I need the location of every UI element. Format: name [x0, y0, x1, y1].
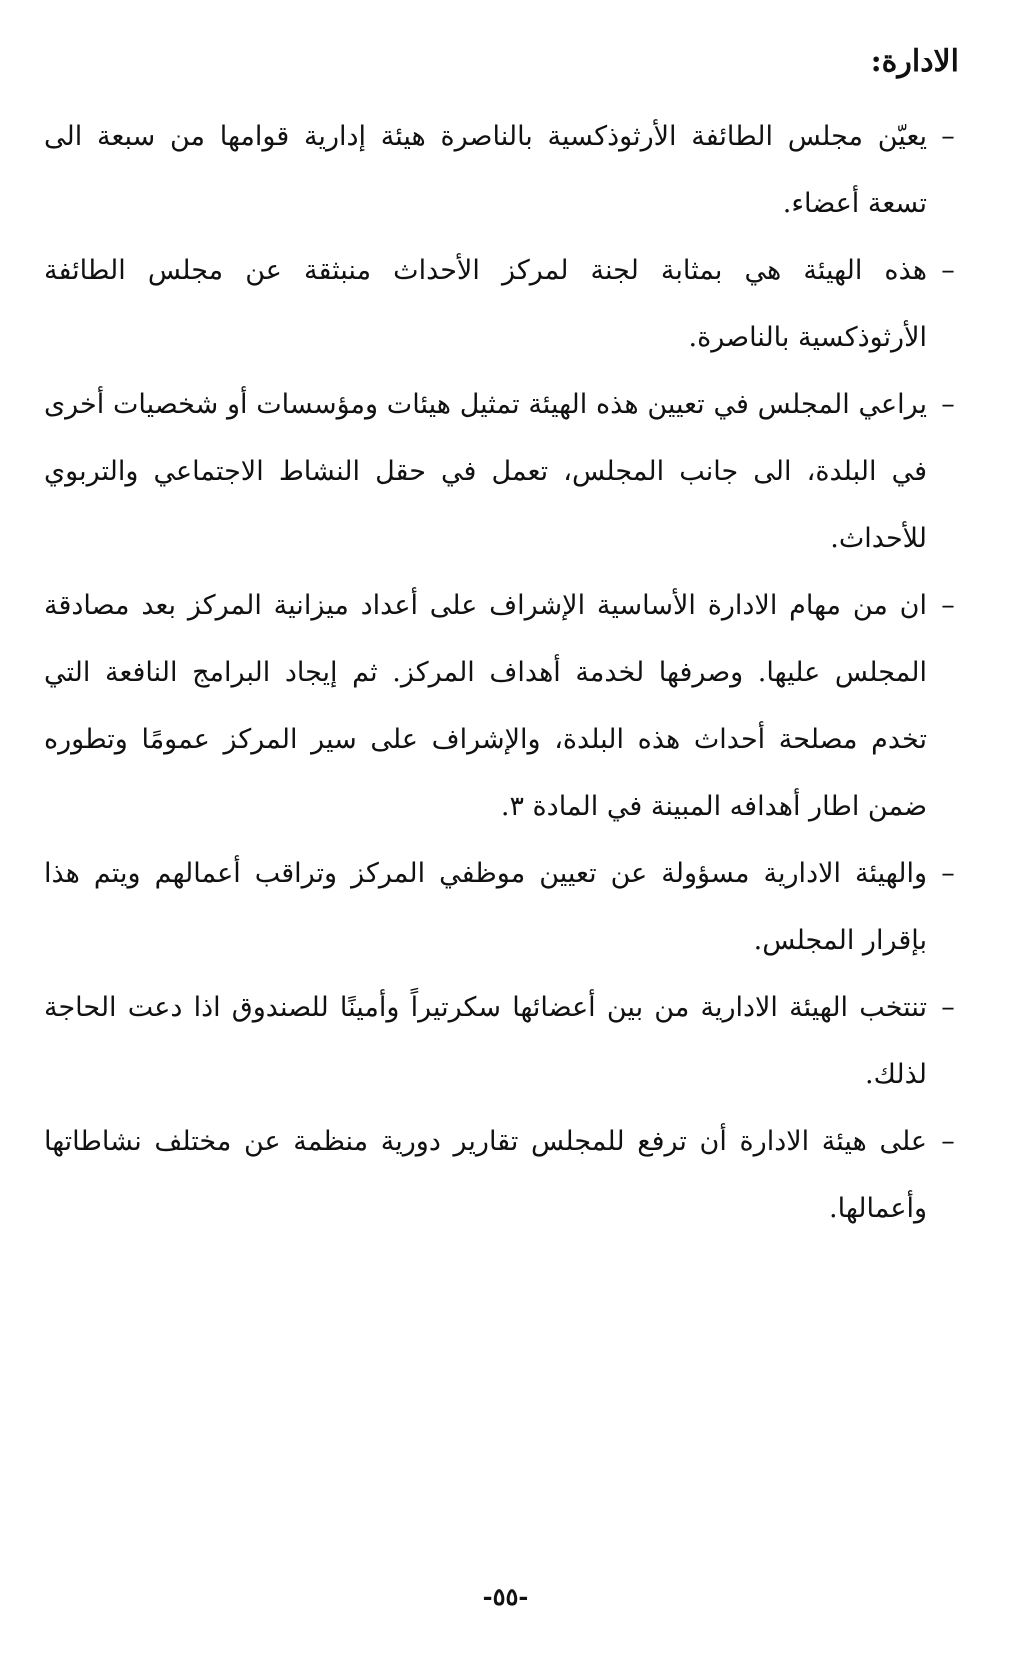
clause-text: تنتخب الهيئة الادارية من بين أعضائها سكرتيراً وأمينًا للصندوق اذا دعت الحاجة لذلك.: [44, 992, 927, 1090]
bullet-dash: –: [941, 590, 955, 621]
clause-item: [44, 371, 959, 572]
clauses-list: [44, 103, 959, 1242]
clause-text: ان من مهام الادارة الأساسية الإشراف على أعداد ميزانية المركز بعد مصادقة المجلس عليها. وصرفها لخدمة أهداف المركز. ثم إيجاد البرامج النافعة التي تخدم مصلحة أحداث هذه البلدة، والإشراف على سير المركز عمومًا وتطوره ضمن اطار أهدافه المبينة في المادة ٣.: [44, 590, 927, 822]
clause-text: على هيئة الادارة أن ترفع للمجلس تقارير دورية منظمة عن مختلف نشاطاتها وأعمالها.: [44, 1126, 928, 1224]
clause-item: [44, 974, 959, 1108]
clause-text: والهيئة الادارية مسؤولة عن تعيين موظفي المركز وتراقب أعمالهم ويتم هذا بإقرار المجلس.: [44, 858, 927, 956]
clause-item: [44, 1108, 959, 1242]
bullet-dash: –: [941, 858, 955, 889]
clause-item: [44, 840, 959, 974]
bullet-dash: –: [941, 121, 955, 152]
clause-item: [44, 103, 959, 237]
clause-item: [44, 237, 959, 371]
clause-text: هذه الهيئة هي بمثابة لجنة لمركز الأحداث منبثقة عن مجلس الطائفة الأرثوذكسية بالناصرة.: [44, 255, 927, 353]
bullet-dash: –: [941, 992, 955, 1023]
bullet-dash: –: [941, 1126, 955, 1157]
page-number: -٥٥-: [482, 1582, 529, 1611]
bullet-dash: –: [941, 389, 955, 420]
clause-item: [44, 572, 959, 840]
clause-text: يراعي المجلس في تعيين هذه الهيئة تمثيل هيئات ومؤسسات أو شخصيات أخرى في البلدة، الى جانب المجلس، تعمل في حقل النشاط الاجتماعي والتربوي للأحداث.: [44, 389, 927, 554]
clause-text: يعيّن مجلس الطائفة الأرثوذكسية بالناصرة هيئة إدارية قوامها من سبعة الى تسعة أعضاء.: [44, 121, 927, 219]
section-heading: الادارة:: [870, 44, 959, 79]
bullet-dash: –: [941, 255, 955, 286]
